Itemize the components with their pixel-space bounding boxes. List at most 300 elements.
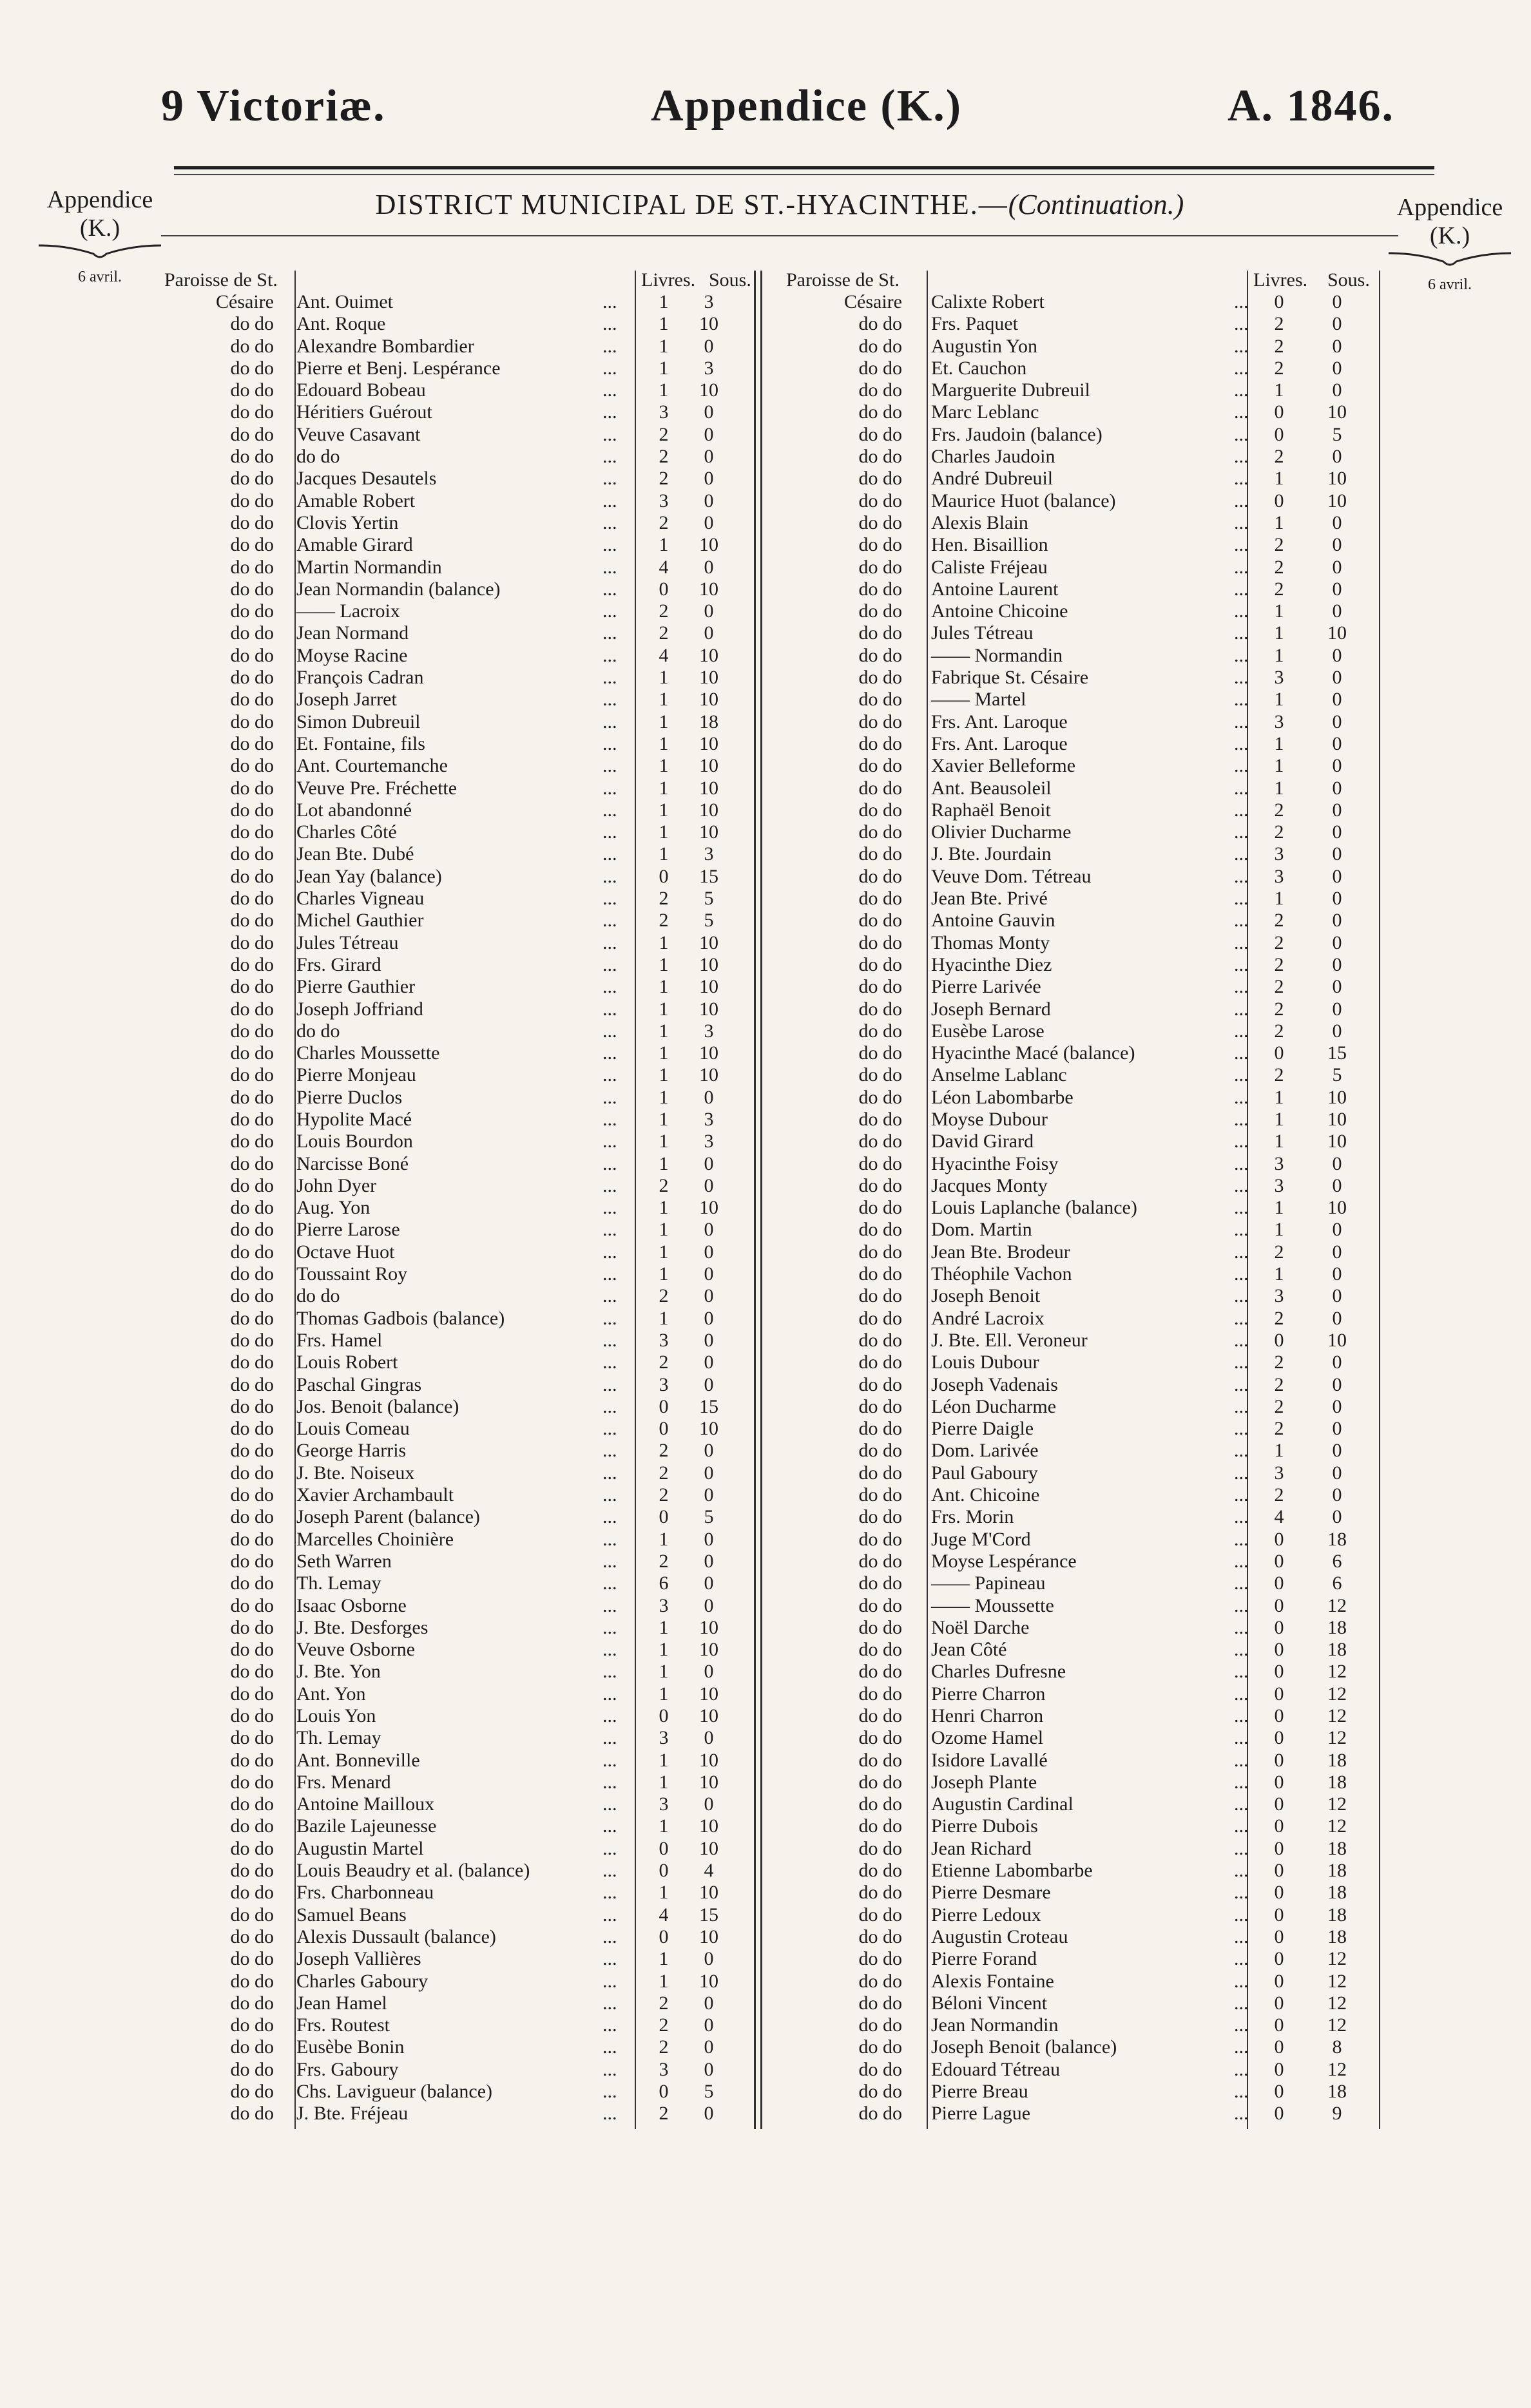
name-cell: Joseph Benoit (balance)	[931, 2036, 1117, 2058]
name-cell: Jean Richard	[931, 1837, 1032, 1859]
table-row	[164, 2081, 744, 2103]
table-row	[164, 778, 744, 799]
table-row	[164, 578, 744, 600]
livres-cell: 0	[1274, 1948, 1284, 1970]
sous-cell: 0	[704, 1948, 714, 1970]
sous-cell: 0	[1332, 689, 1342, 711]
parish-cell: do do	[230, 1064, 274, 1086]
livres-cell: 2	[659, 511, 669, 533]
table-row	[786, 2059, 1379, 2081]
name-cell: Ant. Ouimet	[296, 291, 393, 312]
table-row	[164, 1595, 744, 1617]
parish-cell: do do	[230, 1241, 274, 1263]
parish-cell: do do	[858, 1174, 902, 1196]
name-cell: Jean Bte. Dubé	[296, 843, 414, 865]
parish-cell: do do	[858, 556, 902, 578]
parish-cell: do do	[230, 843, 274, 865]
livres-cell: 2	[659, 1992, 669, 2014]
parish-cell: do do	[858, 998, 902, 1020]
table-row	[164, 336, 744, 358]
sous-cell: 12	[1327, 1948, 1347, 1970]
name-cell: Joseph Benoit	[931, 1285, 1041, 1307]
table-row	[786, 821, 1379, 843]
table-row	[786, 689, 1379, 711]
sous-cell: 10	[699, 1749, 718, 1771]
sous-cell: 12	[1327, 2014, 1347, 2036]
livres-cell: 2	[659, 622, 669, 644]
livres-cell: 2	[659, 2036, 669, 2058]
name-cell: J. Bte. Noiseux	[296, 1462, 415, 1484]
leader-dots: ...	[1234, 291, 1249, 312]
parish-cell: do do	[230, 1108, 274, 1130]
livres-cell: 4	[659, 644, 669, 666]
name-cell: Théophile Vachon	[931, 1263, 1072, 1285]
parish-cell: do do	[230, 578, 274, 600]
sous-cell: 0	[704, 2103, 714, 2125]
livres-cell: 2	[659, 1484, 669, 1506]
sous-cell: 10	[699, 1639, 718, 1661]
leader-dots: ...	[1234, 1970, 1249, 1992]
table-row	[164, 1109, 744, 1131]
parish-cell: do do	[230, 1418, 274, 1440]
name-cell: Isidore Lavallé	[931, 1749, 1048, 1771]
sous-cell: 5	[704, 2081, 714, 2103]
leader-dots: ...	[1234, 799, 1249, 821]
left-parish-header: Paroisse de St.	[164, 269, 278, 291]
parish-cell: do do	[858, 1395, 902, 1417]
parish-cell: do do	[230, 1837, 274, 1859]
table-row	[786, 1815, 1379, 1837]
sous-cell: 0	[1332, 1440, 1342, 1462]
name-cell: Pierre Charron	[931, 1683, 1046, 1705]
leader-dots: ...	[1234, 1152, 1249, 1174]
table-row	[164, 1418, 744, 1440]
leader-dots: ...	[1234, 998, 1249, 1020]
parish-cell: do do	[858, 732, 902, 754]
table-row	[164, 821, 744, 843]
parish-cell: do do	[230, 490, 274, 511]
table-row	[786, 1529, 1379, 1551]
leader-dots: ...	[1234, 1462, 1249, 1484]
livres-cell: 0	[1274, 2081, 1284, 2103]
table-row	[786, 1617, 1379, 1639]
table-row	[786, 1440, 1379, 1462]
table-row	[786, 1241, 1379, 1263]
name-cell: Jean Normand	[296, 622, 409, 644]
table-row	[786, 1197, 1379, 1219]
name-cell: Chs. Lavigueur (balance)	[296, 2081, 493, 2103]
livres-cell: 1	[659, 1197, 669, 1219]
leader-dots: ...	[602, 1727, 617, 1749]
name-cell: Moyse Lespérance	[931, 1550, 1077, 1572]
leader-dots: ...	[602, 446, 617, 468]
sous-cell: 5	[704, 1506, 714, 1528]
livres-cell: 0	[659, 865, 669, 887]
name-cell: George Harris	[296, 1440, 407, 1462]
header-left: 9 Victoriæ.	[161, 81, 386, 131]
livres-cell: 1	[1274, 379, 1284, 401]
table-row	[164, 1639, 744, 1661]
table-row	[164, 999, 744, 1020]
margin-date: 6 avril.	[78, 269, 122, 285]
name-cell: Frs. Paquet	[931, 313, 1018, 335]
name-cell: Pierre Larivée	[931, 976, 1041, 998]
table-row	[164, 557, 744, 578]
livres-cell: 1	[659, 1307, 669, 1329]
parish-cell: do do	[230, 1020, 274, 1042]
name-cell: Pierre Gauthier	[296, 976, 416, 998]
leader-dots: ...	[1234, 732, 1249, 754]
name-cell: Ant. Yon	[296, 1683, 366, 1705]
livres-cell: 1	[659, 711, 669, 732]
name-cell: Clovis Yertin	[296, 511, 399, 533]
sous-cell: 0	[704, 1241, 714, 1263]
leader-dots: ...	[1234, 1572, 1249, 1594]
table-row	[164, 799, 744, 821]
sous-cell: 12	[1327, 1970, 1347, 1992]
sous-cell: 12	[1327, 1992, 1347, 2014]
sous-cell: 10	[699, 534, 718, 556]
sous-cell: 0	[704, 1793, 714, 1815]
name-cell: Caliste Fréjeau	[931, 556, 1048, 578]
table-row	[786, 1087, 1379, 1109]
table-row	[786, 490, 1379, 512]
livres-cell: 2	[1274, 534, 1284, 556]
name-cell: Charles Dufresne	[931, 1661, 1066, 1683]
leader-dots: ...	[602, 622, 617, 644]
column-rule	[754, 271, 756, 2129]
parish-cell: do do	[230, 865, 274, 887]
livres-cell: 0	[1274, 1705, 1284, 1726]
leader-dots: ...	[602, 711, 617, 732]
margin-sub: (K.)	[79, 215, 120, 242]
name-cell: Isaac Osborne	[296, 1594, 407, 1616]
name-cell: Charles Moussette	[296, 1042, 440, 1064]
table-row	[786, 1042, 1379, 1064]
title-main: DISTRICT MUNICIPAL DE ST.-HYACINTHE.—	[375, 189, 1008, 220]
name-cell: Louis Beaudry et al. (balance)	[296, 1860, 530, 1882]
table-row	[164, 2059, 744, 2081]
leader-dots: ...	[1234, 777, 1249, 799]
name-cell: Xavier Belleforme	[931, 755, 1076, 777]
livres-cell: 0	[659, 2081, 669, 2103]
name-cell: Hyacinthe Macé (balance)	[931, 1042, 1135, 1064]
parish-cell: do do	[858, 357, 902, 379]
sous-cell: 0	[704, 1992, 714, 2014]
parish-cell: do do	[230, 1771, 274, 1793]
sous-cell: 0	[704, 2058, 714, 2080]
livres-cell: 2	[1274, 976, 1284, 998]
table-row	[786, 954, 1379, 976]
name-cell: J. Bte. Ell. Veroneur	[931, 1329, 1088, 1351]
table-row	[786, 1572, 1379, 1594]
parish-cell: do do	[858, 1793, 902, 1815]
table-row	[786, 1639, 1379, 1661]
sous-cell: 10	[699, 379, 718, 401]
leader-dots: ...	[1234, 1594, 1249, 1616]
parish-cell: do do	[230, 1042, 274, 1064]
sous-cell: 0	[1332, 865, 1342, 887]
name-cell: Joseph Vallières	[296, 1948, 421, 1970]
livres-cell: 2	[1274, 953, 1284, 975]
leader-dots: ...	[602, 1992, 617, 2014]
leader-dots: ...	[602, 1042, 617, 1064]
sous-cell: 12	[1327, 2058, 1347, 2080]
livres-cell: 2	[1274, 1020, 1284, 1042]
sous-cell: 10	[699, 1925, 718, 1947]
parish-cell: do do	[230, 335, 274, 357]
name-cell: Frs. Menard	[296, 1771, 391, 1793]
livres-cell: 0	[659, 1395, 669, 1417]
sous-cell: 10	[1327, 1131, 1347, 1152]
table-row	[786, 976, 1379, 998]
livres-cell: 1	[659, 1528, 669, 1550]
table-row	[164, 1396, 744, 1418]
sous-cell: 0	[704, 446, 714, 468]
leader-dots: ...	[1234, 865, 1249, 887]
name-cell: Joseph Jarret	[296, 689, 397, 711]
table-row	[786, 1750, 1379, 1772]
parish-cell: do do	[858, 1705, 902, 1726]
parish-cell: do do	[230, 1860, 274, 1882]
table-row	[164, 1042, 744, 1064]
leader-dots: ...	[602, 2058, 617, 2080]
name-cell: Veuve Dom. Tétreau	[931, 865, 1092, 887]
sous-cell: 5	[704, 888, 714, 910]
leader-dots: ...	[1234, 821, 1249, 843]
table-row	[164, 888, 744, 910]
table-row	[786, 401, 1379, 423]
leader-dots: ...	[1234, 1042, 1249, 1064]
parish-cell: do do	[230, 2103, 274, 2125]
parish-cell: do do	[230, 732, 274, 754]
leader-dots: ...	[602, 1705, 617, 1726]
right-parish-header: Paroisse de St.	[786, 269, 900, 291]
sous-cell: 10	[1327, 1329, 1347, 1351]
parish-cell: do do	[230, 2014, 274, 2036]
leader-dots: ...	[1234, 1771, 1249, 1793]
name-cell: Samuel Beans	[296, 1904, 407, 1925]
parish-cell: do do	[230, 1219, 274, 1241]
sous-cell: 10	[699, 1616, 718, 1638]
parish-cell: do do	[858, 401, 902, 423]
margin-note-right	[1379, 193, 1521, 299]
name-cell: André Dubreuil	[931, 468, 1054, 490]
sous-cell: 10	[699, 821, 718, 843]
table-row	[164, 1815, 744, 1837]
parish-cell: do do	[858, 1152, 902, 1174]
livres-cell: 2	[659, 2014, 669, 2036]
sous-cell: 18	[699, 711, 718, 732]
name-cell: Maurice Huot (balance)	[931, 490, 1116, 511]
leader-dots: ...	[1234, 1528, 1249, 1550]
leader-dots: ...	[1234, 1925, 1249, 1947]
name-cell: Frs. Jaudoin (balance)	[931, 423, 1103, 445]
sous-cell: 18	[1327, 1837, 1347, 1859]
parish-cell: do do	[858, 953, 902, 975]
table-row	[786, 888, 1379, 910]
leader-dots: ...	[602, 468, 617, 490]
table-row	[786, 512, 1379, 534]
livres-cell: 2	[1274, 313, 1284, 335]
table-row	[164, 1572, 744, 1594]
sous-cell: 0	[1332, 799, 1342, 821]
parish-cell: do do	[858, 689, 902, 711]
livres-cell: 2	[1274, 335, 1284, 357]
name-cell: Ant. Bonneville	[296, 1749, 420, 1771]
parish-cell: do do	[230, 1882, 274, 1904]
leader-dots: ...	[602, 932, 617, 953]
sous-cell: 3	[704, 1131, 714, 1152]
sous-cell: 0	[1332, 821, 1342, 843]
parish-cell: do do	[858, 468, 902, 490]
sous-cell: 10	[699, 1771, 718, 1793]
leader-dots: ...	[602, 732, 617, 754]
livres-cell: 1	[659, 1219, 669, 1241]
sous-cell: 8	[1332, 2036, 1342, 2058]
table-row	[786, 1595, 1379, 1617]
table-row	[786, 1131, 1379, 1152]
parish-cell: do do	[230, 1174, 274, 1196]
name-cell: Moyse Racine	[296, 644, 408, 666]
name-cell: Alexandre Bombardier	[296, 335, 474, 357]
table-row	[786, 557, 1379, 578]
leader-dots: ...	[1234, 711, 1249, 732]
livres-cell: 2	[1274, 932, 1284, 953]
name-cell: —— Papineau	[931, 1572, 1046, 1594]
sous-cell: 0	[704, 556, 714, 578]
leader-dots: ...	[1234, 1131, 1249, 1152]
sous-cell: 0	[1332, 1174, 1342, 1196]
name-cell: John Dyer	[296, 1174, 377, 1196]
sous-cell: 0	[1332, 976, 1342, 998]
leader-dots: ...	[602, 1241, 617, 1263]
leader-dots: ...	[602, 600, 617, 622]
name-cell: Augustin Croteau	[931, 1925, 1068, 1947]
name-cell: Jacques Desautels	[296, 468, 437, 490]
parish-cell: do do	[230, 1373, 274, 1395]
name-cell: Hen. Bisaillion	[931, 534, 1048, 556]
livres-cell: 1	[659, 1064, 669, 1086]
livres-cell: 3	[1274, 1174, 1284, 1196]
name-cell: Jean Yay (balance)	[296, 865, 442, 887]
leader-dots: ...	[1234, 1860, 1249, 1882]
livres-cell: 1	[659, 932, 669, 953]
sous-cell: 0	[704, 423, 714, 445]
livres-cell: 1	[1274, 1219, 1284, 1241]
table-row	[164, 379, 744, 401]
parish-cell: do do	[858, 1462, 902, 1484]
sous-cell: 0	[704, 511, 714, 533]
leader-dots: ...	[1234, 1263, 1249, 1285]
leader-dots: ...	[602, 1925, 617, 1947]
livres-cell: 0	[1274, 490, 1284, 511]
left-sous-header: Sous.	[709, 269, 751, 291]
livres-cell: 1	[659, 1086, 669, 1108]
parish-cell: do do	[858, 622, 902, 644]
table-row	[164, 1992, 744, 2014]
leader-dots: ...	[1234, 2036, 1249, 2058]
name-cell: Augustin Martel	[296, 1837, 424, 1859]
livres-cell: 1	[1274, 622, 1284, 644]
sous-cell: 12	[1327, 1683, 1347, 1705]
parish-cell: do do	[858, 1042, 902, 1064]
table-row	[786, 1308, 1379, 1330]
sous-cell: 10	[1327, 1086, 1347, 1108]
name-cell: Edouard Tétreau	[931, 2058, 1061, 2080]
name-cell: Charles Vigneau	[296, 888, 425, 910]
parish-cell: do do	[230, 2058, 274, 2080]
table-row	[786, 1683, 1379, 1705]
sous-cell: 0	[704, 2014, 714, 2036]
livres-cell: 2	[659, 888, 669, 910]
name-cell: Pierre Monjeau	[296, 1064, 416, 1086]
parish-cell: do do	[858, 1440, 902, 1462]
name-cell: Augustin Yon	[931, 335, 1038, 357]
sous-cell: 10	[699, 1970, 718, 1992]
sous-cell: 15	[699, 865, 718, 887]
name-cell: Louis Yon	[296, 1705, 376, 1726]
sous-cell: 12	[1327, 1815, 1347, 1837]
leader-dots: ...	[602, 1506, 617, 1528]
table-row	[786, 866, 1379, 888]
table-row	[164, 1860, 744, 1882]
name-cell: Jean Côté	[931, 1639, 1007, 1661]
livres-cell: 0	[1274, 2103, 1284, 2125]
name-cell: Ant. Roque	[296, 313, 386, 335]
parish-cell: do do	[858, 1373, 902, 1395]
table-row	[786, 711, 1379, 733]
name-cell: Thomas Gadbois (balance)	[296, 1307, 505, 1329]
livres-cell: 1	[659, 755, 669, 777]
name-cell: Antoine Mailloux	[296, 1793, 435, 1815]
leader-dots: ...	[602, 1174, 617, 1196]
leader-dots: ...	[1234, 578, 1249, 600]
name-cell: Louis Dubour	[931, 1352, 1039, 1373]
leader-dots: ...	[1234, 423, 1249, 445]
table-row	[786, 2081, 1379, 2103]
livres-cell: 0	[1274, 1550, 1284, 1572]
leader-dots: ...	[602, 667, 617, 689]
parish-cell: do do	[858, 2103, 902, 2125]
name-cell: Marcelles Choinière	[296, 1528, 454, 1550]
name-cell: Olivier Ducharme	[931, 821, 1072, 843]
leader-dots: ...	[602, 1948, 617, 1970]
sous-cell: 0	[1332, 998, 1342, 1020]
leader-dots: ...	[602, 2103, 617, 2125]
parish-cell: do do	[230, 1307, 274, 1329]
leader-dots: ...	[1234, 1307, 1249, 1329]
livres-cell: 1	[1274, 1440, 1284, 1462]
table-row	[164, 401, 744, 423]
parish-cell: do do	[858, 1020, 902, 1042]
leader-dots: ...	[1234, 843, 1249, 865]
parish-cell: do do	[858, 1661, 902, 1683]
livres-cell: 2	[659, 423, 669, 445]
table-row	[786, 1838, 1379, 1860]
table-row	[164, 1330, 744, 1352]
sous-cell: 10	[699, 313, 718, 335]
table-row	[164, 291, 744, 313]
livres-cell: 1	[659, 976, 669, 998]
livres-cell: 3	[1274, 865, 1284, 887]
sous-cell: 0	[1332, 1395, 1342, 1417]
livres-cell: 1	[1274, 689, 1284, 711]
livres-cell: 0	[1274, 1882, 1284, 1904]
parish-cell: do do	[230, 446, 274, 468]
livres-cell: 3	[1274, 1152, 1284, 1174]
sous-cell: 0	[1332, 843, 1342, 865]
